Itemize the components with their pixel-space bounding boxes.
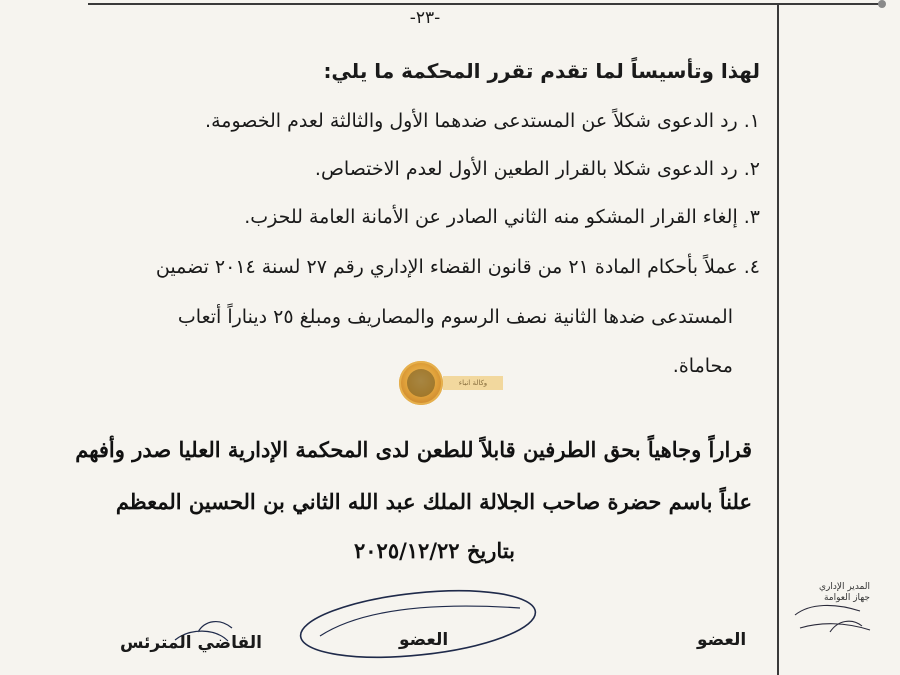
signature-label-presiding-judge: القاضي المترئس xyxy=(120,633,262,653)
agency-stamp-icon xyxy=(399,361,443,405)
agency-stamp-label: وكالة انباء xyxy=(443,376,503,390)
item-text: رد الدعوى شكلا بالقرار الطعين الأول لعدم الاختصاص. xyxy=(314,158,738,180)
admin-note xyxy=(800,582,870,604)
admin-note-line-2: جهاز العوامة xyxy=(823,593,870,603)
signature-label-member-right: العضو xyxy=(697,630,747,650)
ruling-item-2 xyxy=(315,158,760,180)
item-number: ٣. xyxy=(743,206,760,228)
decision-line-1: قراراً وجاهياً بحق الطرفين قابلاً للطعن لدى المحكمة الإدارية العليا صدر وأفهم xyxy=(75,437,752,462)
item-text: عملاً بأحكام المادة ٢١ من قانون القضاء الإداري رقم ٢٧ لسنة ٢٠١٤ تضمين xyxy=(155,256,738,278)
ruling-item-4-line-2: المستدعى ضدها الثانية نصف الرسوم والمصاريف ومبلغ ٢٥ ديناراً أتعاب xyxy=(177,306,733,328)
item-text: إلغاء القرار المشكو منه الثاني الصادر عن الأمانة العامة للحزب. xyxy=(244,206,738,228)
signature-admin-icon xyxy=(795,605,870,632)
item-number: ١. xyxy=(743,110,760,132)
item-number: ٤. xyxy=(743,256,760,278)
signature-label-member-middle: العضو xyxy=(399,630,449,650)
item-text: رد الدعوى شكلاً عن المستدعى ضدهما الأول والثالثة لعدم الخصومة. xyxy=(205,110,738,132)
ruling-intro: لهذا وتأسيساً لما تقدم تقرر المحكمة ما يلي: xyxy=(323,59,760,83)
corner-dot xyxy=(878,0,886,8)
ruling-item-3 xyxy=(244,206,760,228)
top-rule xyxy=(88,3,880,5)
ruling-item-4 xyxy=(156,256,760,278)
signature-middle-icon xyxy=(297,581,538,667)
decision-date: بتاريخ ٢٠٢٥/١٢/٢٢ xyxy=(353,538,515,563)
margin-rule xyxy=(777,3,779,675)
decision-line-2: علناً باسم حضرة صاحب الجلالة الملك عبد الله الثاني بن الحسين المعظم xyxy=(115,489,752,514)
ruling-item-1 xyxy=(205,110,760,132)
item-number: ٢. xyxy=(743,158,760,180)
page-number: -٢٣- xyxy=(409,8,441,28)
ruling-item-4-line-3: محاماة. xyxy=(672,355,733,377)
admin-note-line-1: المدير الإداري xyxy=(818,582,870,592)
